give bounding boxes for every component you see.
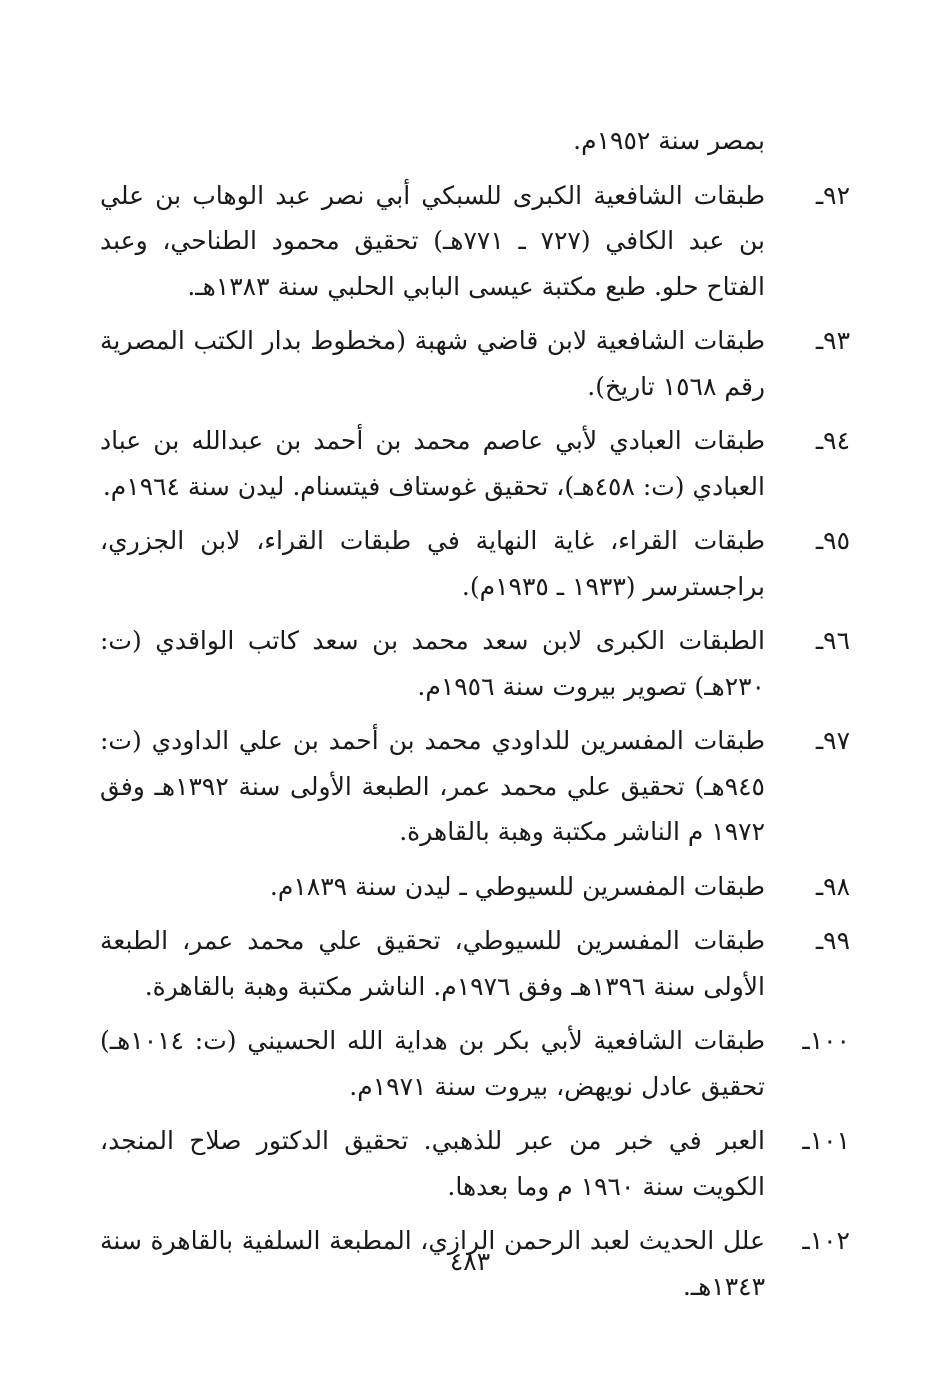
- entry-number: ٩٧ـ: [815, 726, 850, 755]
- entry-number: ٩٣ـ: [815, 326, 850, 355]
- entry-text: طبقات العبادي لأبي عاصم محمد بن أحمد بن عبدالله بن عباد العبادي (ت: ٤٥٨هـ)، تحقيق غوستاف فيتسنام. ليدن سنة ١٩٦٤م.: [100, 426, 765, 501]
- entry-97: [100, 718, 850, 855]
- entry-text: العبر في خبر من عبر للذهبي. تحقيق الدكتور صلاح المنجد، الكويت سنة ١٩٦٠ م وما بعدها.: [100, 1126, 765, 1201]
- entry-99: [100, 918, 850, 1009]
- entry-text: طبقات الشافعية الكبرى للسبكي أبي نصر عبد الوهاب بن علي بن عبد الكافي (٧٢٧ ـ ٧٧١هـ) تحقيق محمود الطناحي، وعبد الفتاح حلو. طبع مكتبة عيسى البابي الحلبي سنة ١٣٨٣هـ.: [100, 180, 766, 301]
- entry-98: [100, 864, 850, 910]
- entry-text: علل الحديث لعبد الرحمن الرازي، المطبعة السلفية بالقاهرة سنة ١٣٤٣هـ.: [100, 1226, 765, 1301]
- continuation-line: بمصر سنة ١٩٥٢م.: [573, 126, 765, 155]
- entry-96: [100, 618, 850, 709]
- entry-number: ٩٨ـ: [815, 871, 850, 901]
- entry-text: طبقات القراء، غاية النهاية في طبقات القراء، لابن الجزري، براجسترسر (١٩٣٣ ـ ١٩٣٥م).: [100, 526, 765, 601]
- entry-text: طبقات المفسرين للسيوطي ـ ليدن سنة ١٨٣٩م.: [269, 871, 765, 901]
- entry-number: ٩٤ـ: [815, 426, 850, 455]
- entry-number: ٩٢ـ: [815, 180, 850, 210]
- entry-number: ١٠٢ـ: [802, 1226, 850, 1255]
- entry-text: طبقات الشافعية لابن قاضي شهبة (مخطوط بدار الكتب المصرية رقم ١٥٦٨ تاريخ).: [100, 326, 765, 401]
- entry-text: الطبقات الكبرى لابن سعد محمد بن سعد كاتب الواقدي (ت: ٢٣٠هـ) تصوير بيروت سنة ١٩٥٦م.: [100, 626, 765, 701]
- entry-101: [100, 1118, 850, 1209]
- entry-number: ٩٥ـ: [815, 526, 850, 555]
- entry-95: [100, 518, 850, 609]
- entry-94: [100, 418, 850, 509]
- entry-93: [100, 318, 850, 409]
- entry-number: ١٠٠ـ: [802, 1026, 850, 1055]
- page-number: ٤٨٣: [449, 1247, 491, 1276]
- entry-92: [100, 173, 850, 310]
- entry-text: طبقات الشافعية لأبي بكر بن هداية الله الحسيني (ت: ١٠١٤هـ) تحقيق عادل نويهض، بيروت سنة ١٩٧١م.: [100, 1026, 765, 1101]
- entry-number: ٩٦ـ: [815, 626, 850, 655]
- entry-text: طبقات المفسرين للداودي محمد بن أحمد بن علي الداودي (ت: ٩٤٥هـ) تحقيق علي محمد عمر، الطبعة الأولى سنة ١٣٩٢هـ وفق ١٩٧٢ م الناشر مكتبة وهبة بالقاهرة.: [100, 726, 765, 846]
- entry-number: ١٠١ـ: [802, 1126, 850, 1155]
- entry-text: طبقات المفسرين للسيوطي، تحقيق علي محمد عمر، الطبعة الأولى سنة ١٣٩٦هـ وفق ١٩٧٦م. الناشر مكتبة وهبة بالقاهرة.: [100, 926, 765, 1001]
- entry-number: ٩٩ـ: [815, 926, 850, 955]
- entry-100: [100, 1018, 850, 1109]
- bibliography-list: [100, 118, 850, 1318]
